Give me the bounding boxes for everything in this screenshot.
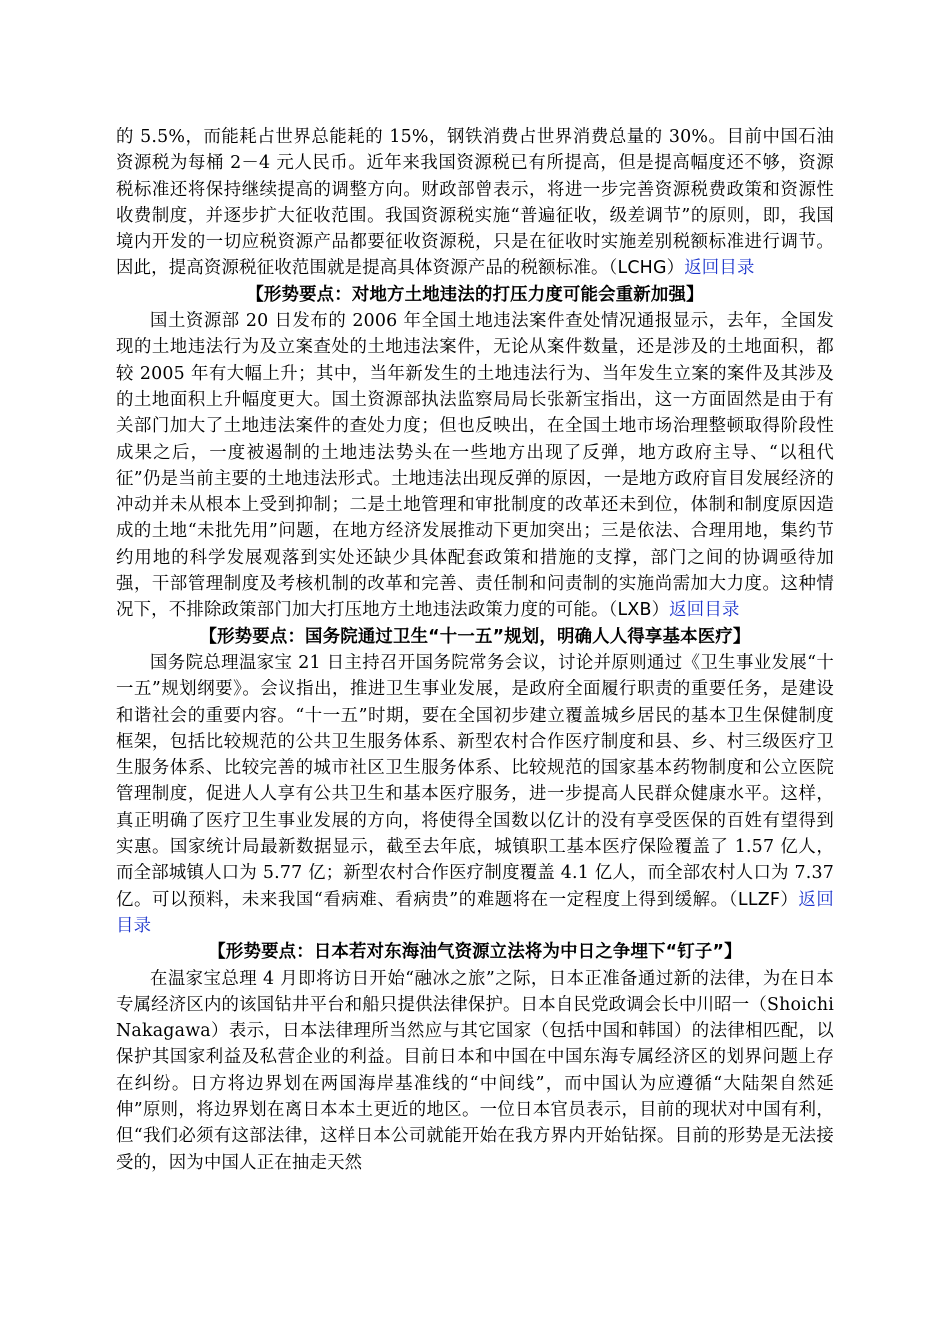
paragraph-text: 国土资源部 20 日发布的 2006 年全国土地违法案件查处情况通报显示，去年，全国发现的土地违法行为及立案查处的土地违法案件，无论从案件数量，还是涉及的土地面积，都较 2005 年有大幅上升；其中，当年新发生的土地违法行为、当年发生立案的案件及其涉及的土地面积上升幅度更大。国土资源部执法监察局局长张新宝指出，这一方面固然是由于有关部门加大了土地违法案件的查处力度；但也反映出，在全国土地市场治理整顿取得阶段性成果之后，一度被遏制的土地违法势头在一些地方出现了反弹，地方政府主导、“以租代征”仍是当前主要的土地违法形式。土地违法出现反弹的原因，一是地方政府盲目发展经济的冲动并未从根本上受到抑制；二是土地管理和审批制度的改革还未到位，体制和制度原因造成的土地“未批先用”问题，在地方经济发展推动下更加突出；三是依法、合理用地，集约节约用地的科学发展观落到实处还缺少具体配套政策和措施的支撑，部门之间的协调亟待加强，干部管理制度及考核机制的改革和完善、责任制和问责制的实施尚需加大力度。这种情况下，不排除政策部门加大打压地方土地违法政策力度的可能。 [116, 311, 834, 621]
article-heading-land-violation: 【形势要点：对地方土地违法的打压力度可能会重新加强】 [246, 284, 704, 305]
back-to-toc-link[interactable]: 返回目录 [116, 889, 835, 936]
back-to-toc-link[interactable]: 返回目录 [684, 258, 755, 279]
paragraph-text: 的 5.5%，而能耗占世界总能耗的 15%，钢铁消费占世界消费总量的 30%。目前中国石油资源税为每桶 2－4 元人民币。近年来我国资源税已有所提高，但是提高幅度还不够，资源税标准还将保持继续提高的调整方向。财政部曾表示，将进一步完善资源税费政策和资源性收费制度，并逐步扩大征收范围。我国资源税实施“普遍征收，级差调节”的原则，即，我国境内开发的一切应税资源产品都要征收资源税，只是在征收时实施差别税额标准进行调节。因此，提高资源税征收范围就是提高具体资源产品的税额标准。 [116, 127, 834, 279]
article-body-health-plan [116, 650, 834, 939]
author-code: （LXB） [608, 600, 670, 621]
article-heading-health-plan: 【形势要点：国务院通过卫生“十一五”规划，明确人人得享基本医疗】 [199, 626, 751, 647]
back-to-toc-link[interactable]: 返回目录 [669, 600, 740, 621]
intro-paragraph [116, 124, 834, 282]
paragraph-text: 在温家宝总理 4 月即将访日开始“融冰之旅”之际，日本正准备通过新的法律，为在日本专属经济区内的该国钻井平台和船只提供法律保护。日本自民党政调会长中川昭一（Shoichi Nakagawa）表示，日本法律理所当然应与其它国家（包括中国和韩国）的法律相匹配，以保护其国家利益及私营企业的利益。目前日本和中国在中国东海专属经济区的划界问题上存在纠纷。日方将边界划在两国海岸基准线的“中间线”，而中国认为应遵循“大陆架自然延伸”原则，将边界划在离日本本土更近的地区。一位日本官员表示，目前的现状对中国有利，但“我们必须有这部法律，这样日本公司就能开始在我方界内开始钻探。目前的形势是无法接受的，因为中国人正在抽走天然 [116, 968, 834, 1173]
article-body-east-sea-gas [116, 966, 834, 1176]
paragraph-text: 国务院总理温家宝 21 日主持召开国务院常务会议，讨论并原则通过《卫生事业发展“十一五”规划纲要》。会议指出，推进卫生事业发展，是政府全面履行职责的重要任务，是建设和谐社会的重要内容。“十一五”时期，要在全国初步建立覆盖城乡居民的基本卫生保健制度框架，包括比较规范的公共卫生服务体系、新型农村合作医疗制度和县、乡、村三级医疗卫生服务体系、比较完善的城市社区卫生服务体系、比较规范的国家基本药物制度和公立医院管理制度，促进人人享有公共卫生和基本医疗服务，进一步提高人民群众健康水平。这样，真正明确了医疗卫生事业发展的方向，将使得全国数以亿计的没有享受医保的百姓有望得到实惠。国家统计局最新数据显示，截至去年底，城镇职工基本医疗保险覆盖了 1.57 亿人，而全部城镇人口为 5.77 亿；新型农村合作医疗制度覆盖 4.1 亿人，而全部农村人口为 7.37 亿。可以预料，未来我国“看病难、看病贵”的难题将在一定程度上得到缓解。 [116, 652, 834, 910]
author-code: （LLZF） [728, 889, 799, 910]
author-code: （LCHG） [608, 258, 685, 279]
document-page [116, 124, 834, 1176]
article-body-land-violation [116, 308, 834, 624]
article-heading-east-sea-gas: 【形势要点：日本若对东海油气资源立法将为中日之争埋下“钉子”】 [208, 942, 742, 963]
